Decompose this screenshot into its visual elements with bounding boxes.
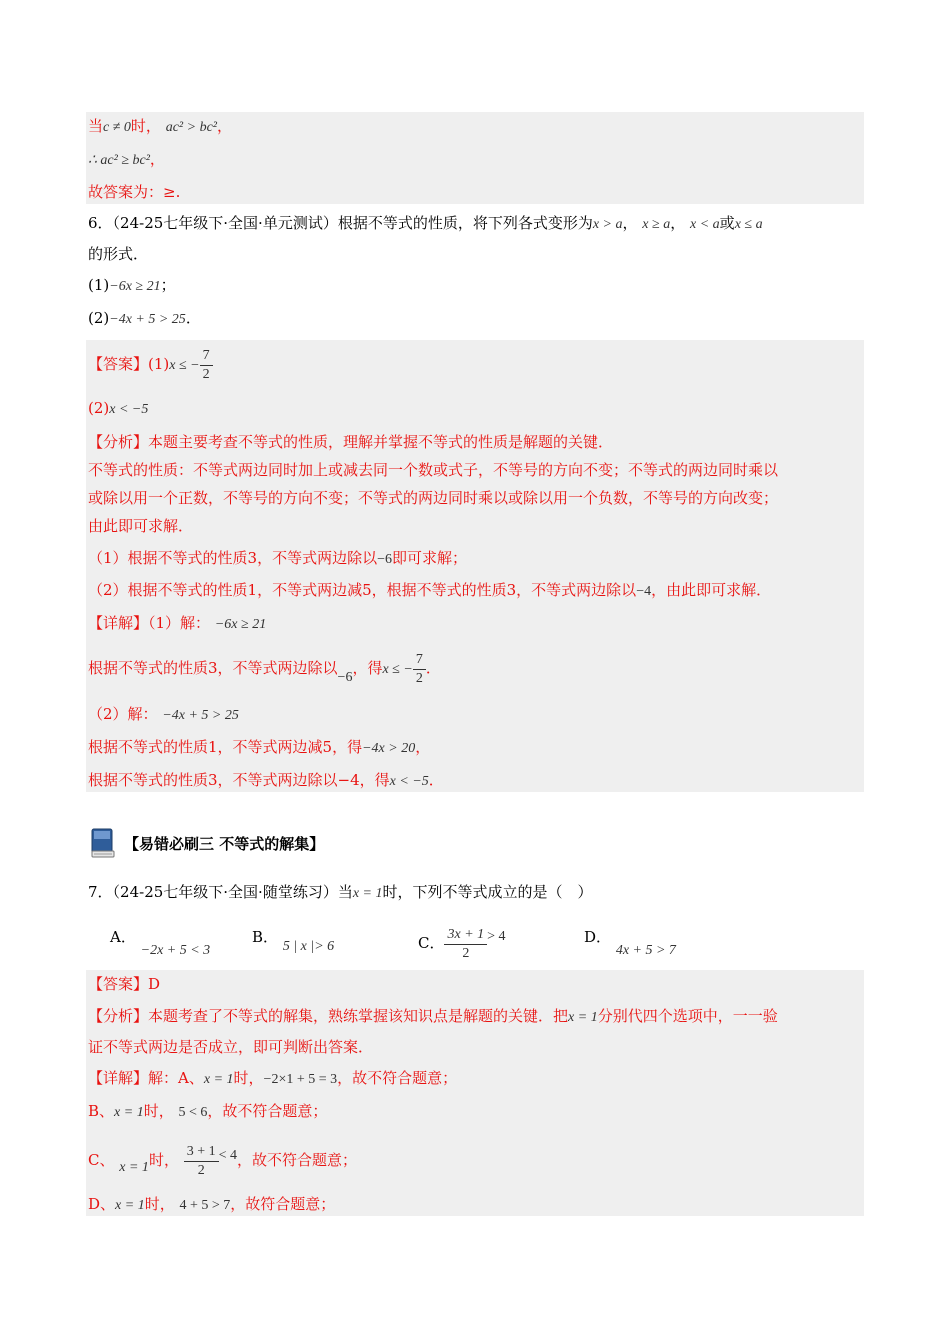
- a7-answer: 【答案】D: [88, 975, 161, 993]
- q7-option-b[interactable]: B． 5 | x |> 6: [252, 928, 335, 954]
- block1-line3: 故答案为：≥.: [88, 183, 181, 201]
- a6-detail2: 根据不等式的性质3，不等式两边除以−6，得x ≤ − $\frac{7}{2}$ ．: [88, 651, 441, 686]
- a6-analysis3: 或除以用一个正数，不等号的方向不变；不等式的两边同时乘以或除以用一个负数，不等号的方向改变；: [88, 489, 779, 507]
- q6-stem-b: 的形式．: [88, 245, 149, 263]
- a6-answer1: 【答案】(1)x ≤ − $\frac{7}{2}$: [88, 346, 213, 382]
- a6-detail1: 【详解】（1）解： −6x ≥ 21: [88, 614, 267, 632]
- a7-detail-d: D、x = 1时， 4 + 5 > 7，故符合题意；: [88, 1195, 336, 1213]
- q7-option-a[interactable]: A． −2x + 5 < 3: [110, 928, 211, 958]
- section-heading: [88, 826, 324, 860]
- fraction-3plus1-2: $\frac{3 + 1}{2}$: [184, 1143, 219, 1180]
- fraction-3x1-2: $\frac{3x + 1}{2}$: [444, 926, 487, 963]
- a6-analysis1: 【分析】本题主要考查不等式的性质，理解并掌握不等式的性质是解题的关键．: [88, 433, 614, 451]
- a6-answer2: (2)x < −5: [88, 399, 149, 417]
- a6-step1: （1）根据不等式的性质3，不等式两边除以−6即可求解；: [88, 549, 468, 567]
- fraction-7-2: $\frac{7}{2}$: [200, 347, 213, 384]
- a6-detail4: 根据不等式的性质1，不等式两边减5，得−4x > 20，: [88, 738, 431, 756]
- a7-analysis1: 【分析】本题考查了不等式的解集，熟练掌握该知识点是解题的关键．把x = 1分别代四个选项中，一一验: [88, 1007, 778, 1025]
- q7-option-c[interactable]: C． $\frac{3x + 1}{2}$ > 4: [418, 926, 506, 961]
- a6-detail3: （2）解： −4x + 5 > 25: [88, 705, 239, 723]
- a6-analysis4: 由此即可求解．: [88, 517, 194, 535]
- fraction-7-2-detail: $\frac{7}{2}$: [413, 651, 426, 688]
- section-title: 【易错必刷三 不等式的解集】: [124, 834, 325, 853]
- book-icon: [88, 827, 118, 859]
- q6-stem: 6．（24-25七年级下·全国·单元测试）根据不等式的性质，将下列各式变形为x > a， x ≥ a， x < a或x ≤ a: [88, 214, 763, 232]
- a7-detail-a: 【详解】解：A、x = 1时，−2×1 + 5 = 3，故不符合题意；: [88, 1069, 458, 1087]
- q7-option-d[interactable]: D． 4x + 5 > 7: [584, 928, 676, 958]
- a6-analysis2: 不等式的性质：不等式两边同时加上或减去同一个数或式子，不等号的方向不变；不等式的两边同时乘以: [88, 461, 779, 479]
- a7-analysis2: 证不等式两边是否成立，即可判断出答案．: [88, 1038, 374, 1056]
- block1-line2: ∴ ac² ≥ bc²，: [88, 150, 165, 168]
- q6-part1: (1)−6x ≥ 21；: [88, 276, 176, 294]
- a6-detail5: 根据不等式的性质3，不等式两边除以−4，得x < −5．: [88, 771, 444, 789]
- a7-detail-b: B、x = 1时， 5 < 6，故不符合题意；: [88, 1102, 328, 1120]
- q7-stem: 7．（24-25七年级下·全国·随堂练习）当x = 1时，下列不等式成立的是（ ）: [88, 883, 593, 901]
- block1-line1: 当c ≠ 0时， ac² > bc²，: [88, 117, 233, 135]
- a7-detail-c: C、 x = 1时， $\frac{3 + 1}{2}$ < 4，故不符合题意；: [88, 1143, 358, 1178]
- a6-step2: （2）根据不等式的性质1，不等式两边减5，根据不等式的性质3，不等式两边除以−4，由此即可求解．: [88, 581, 772, 599]
- q6-part2: (2)−4x + 5 > 25．: [88, 309, 201, 327]
